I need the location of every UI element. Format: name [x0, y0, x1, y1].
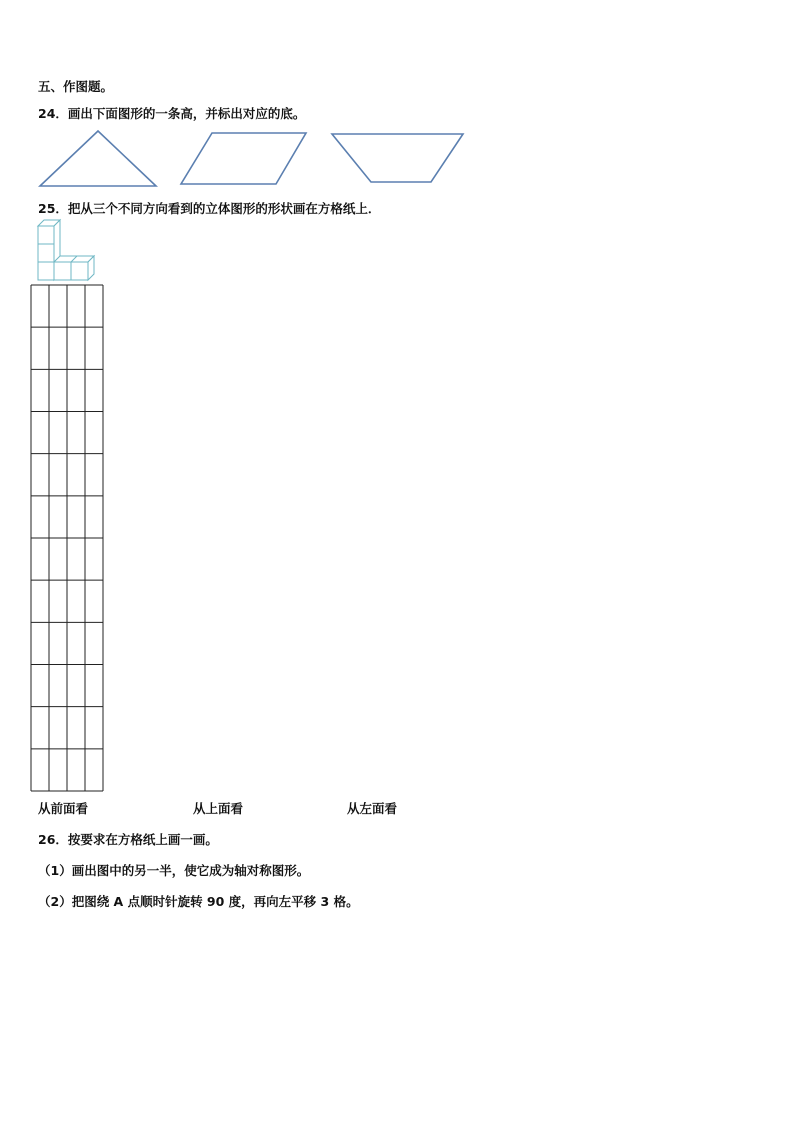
- triangle-icon: [40, 131, 156, 186]
- trapezoid-icon: [332, 134, 463, 182]
- view-label-left: 从左面看: [347, 801, 398, 816]
- question-26-text: 26．按要求在方格纸上画一画。: [38, 832, 218, 847]
- q24-shapes: [0, 0, 794, 200]
- question-24-text: 24．画出下面图形的一条高，并标出对应的底。: [38, 106, 306, 121]
- view-label-top: 从上面看: [193, 801, 244, 816]
- question-25-text: 25．把从三个不同方向看到的立体图形的形状画在方格纸上．: [38, 201, 381, 216]
- parallelogram-icon: [181, 133, 306, 184]
- cube-stack-icon: [30, 220, 100, 282]
- view-label-front: 从前面看: [38, 801, 89, 816]
- question-26-item-2: （2）把图绕 A 点顺时针旋转 90 度，再向左平移 3 格。: [38, 894, 359, 909]
- q25-grid: [30, 284, 104, 792]
- section-title: 五、作图题。: [38, 79, 114, 94]
- question-26-item-1: （1）画出图中的另一半，使它成为轴对称图形。: [38, 863, 310, 878]
